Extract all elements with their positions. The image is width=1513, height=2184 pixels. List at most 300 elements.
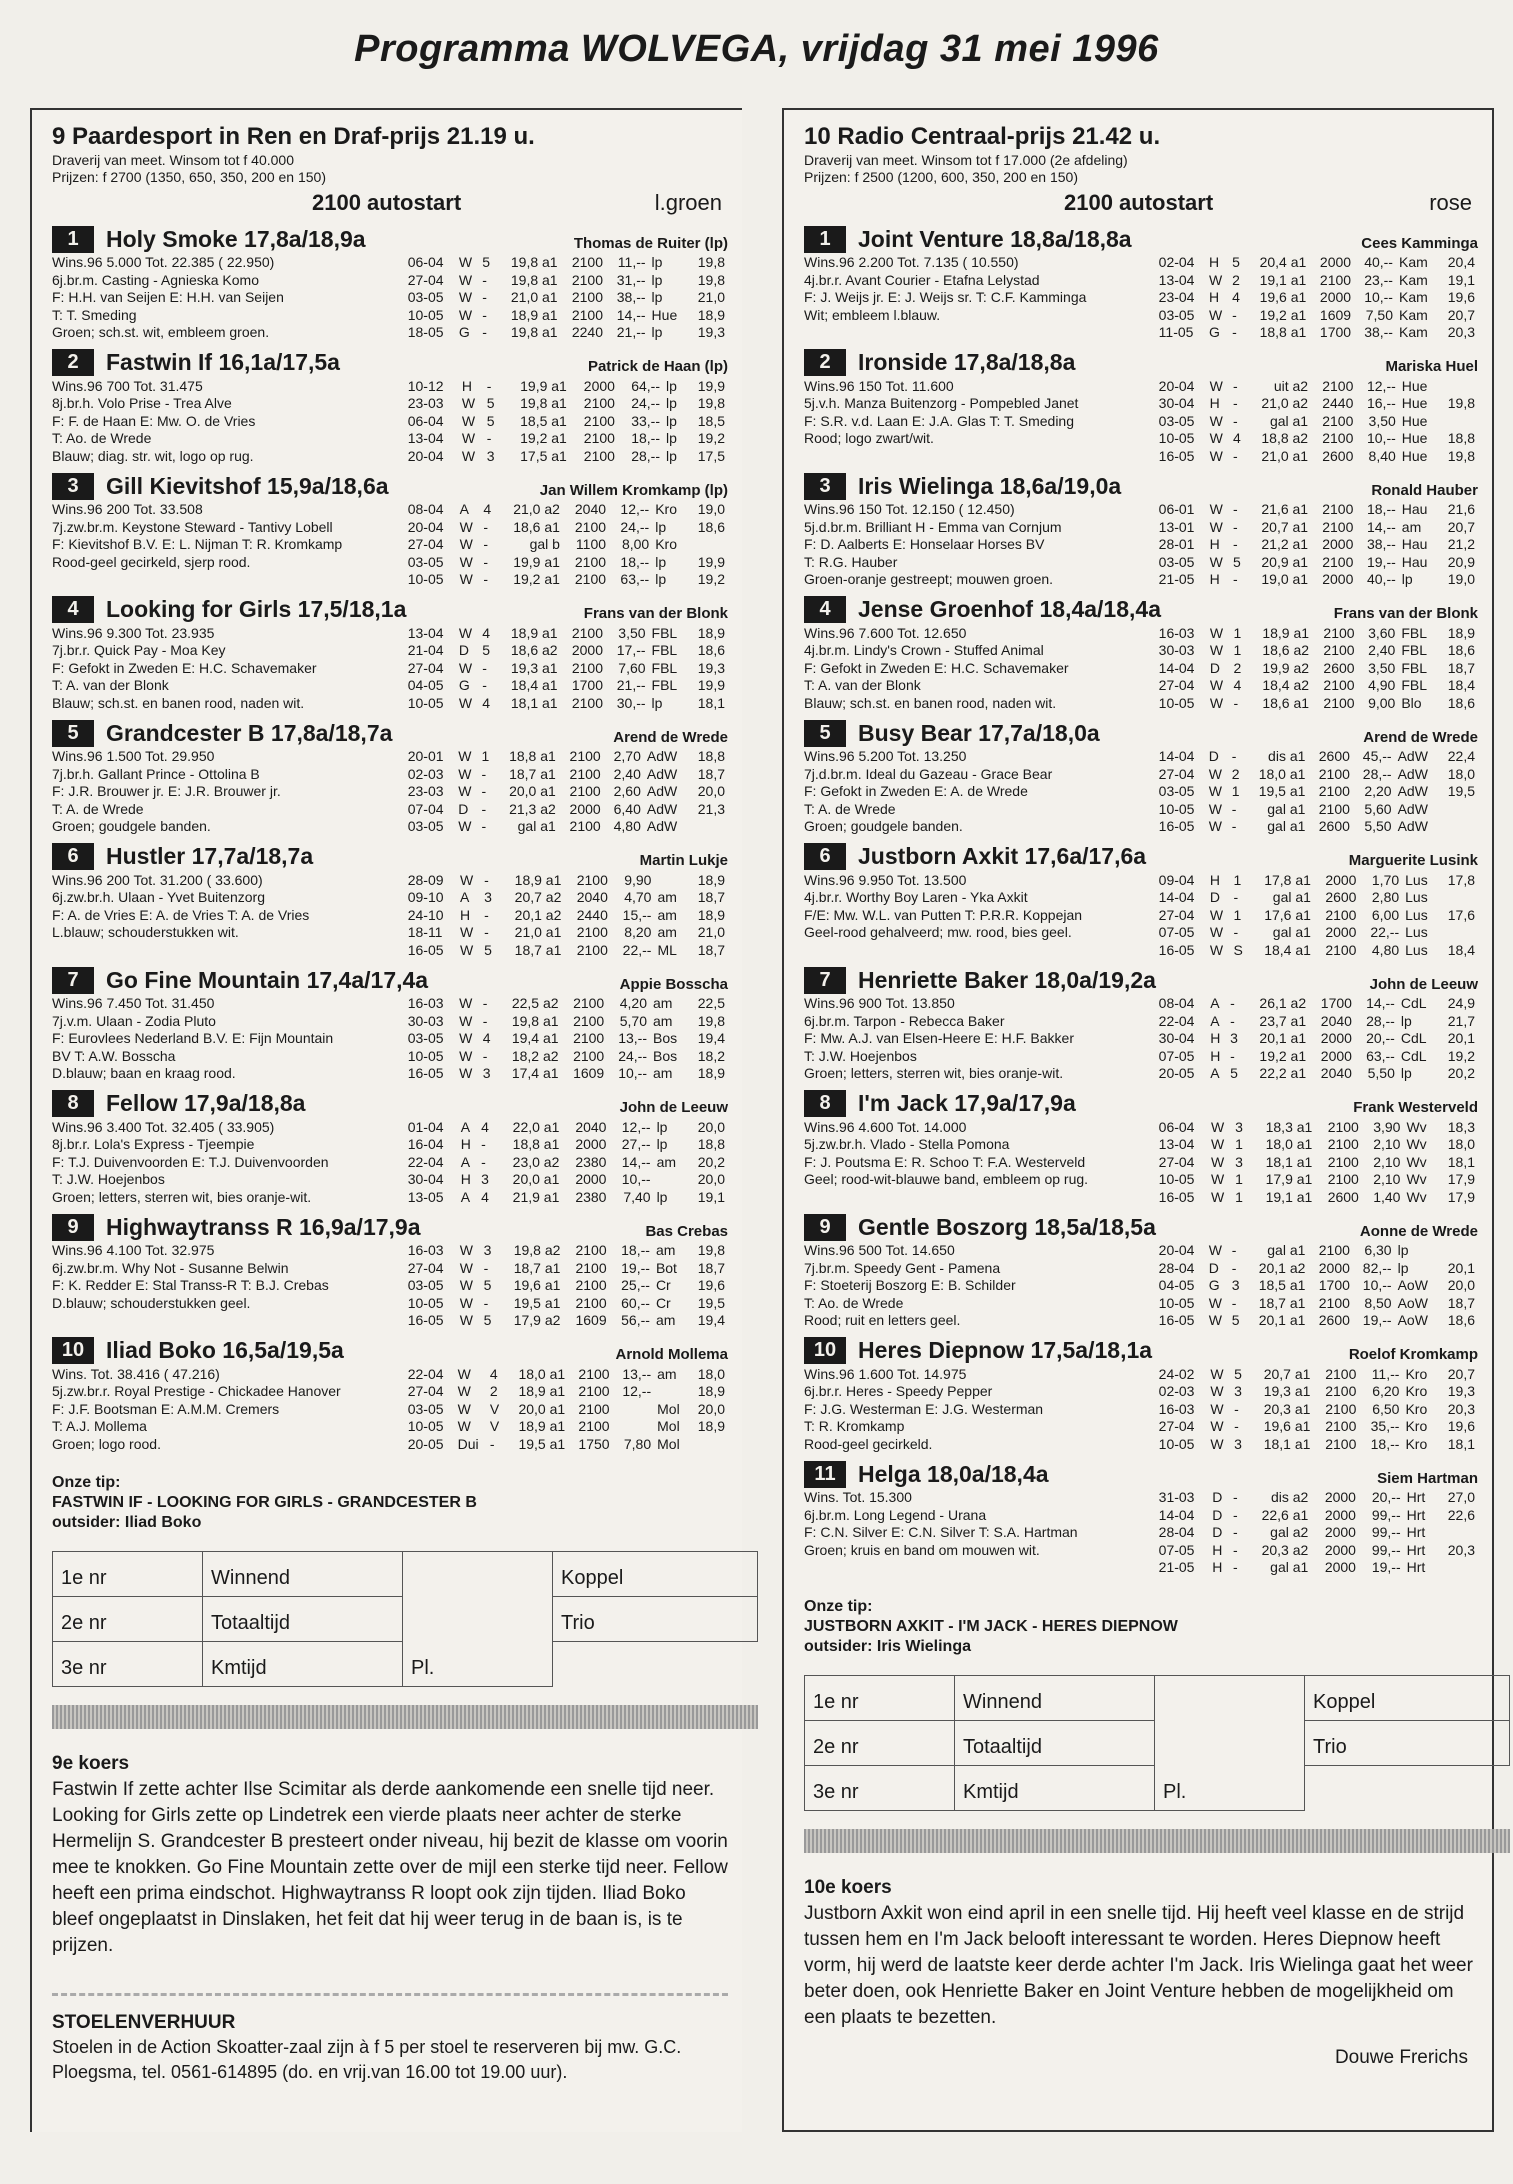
result-cell: 2100 <box>578 1383 610 1399</box>
result-cell: - <box>486 377 492 394</box>
info-line: Wins.96 5.200 Tot. 13.250 <box>804 748 967 764</box>
result-cell: 19,8 <box>1447 395 1475 411</box>
result-cell: 27,0 <box>1447 1489 1475 1505</box>
result-cell: S <box>1233 941 1243 958</box>
result-cell: 16-04 <box>407 1136 444 1152</box>
result-cell: 20,0 <box>697 1118 725 1135</box>
info-line: T: A.J. Mollema <box>52 1418 147 1434</box>
result-row <box>405 395 728 413</box>
result-cell: 18,0 <box>1447 765 1475 782</box>
recent-results <box>1156 872 1478 960</box>
result-cell: 19,5 a1 <box>513 1294 561 1311</box>
result-cell: 2100 <box>1322 553 1354 570</box>
result-cell: 2000 <box>1325 871 1357 888</box>
start-number: 2 <box>52 349 94 376</box>
result-cell: 18,6 a2 <box>510 642 558 658</box>
result-cell: 99,-- <box>1371 1506 1401 1523</box>
result-cell: 20,9 a1 <box>1261 553 1309 570</box>
info-line: 6j.br.m. Casting - Agnieska Komo <box>52 271 259 288</box>
bet-grid <box>804 1675 1510 1811</box>
result-cell: 14,-- <box>1366 518 1396 535</box>
result-row <box>405 783 728 801</box>
result-cell: 1609 <box>1319 306 1352 323</box>
result-row <box>405 801 728 819</box>
result-row <box>405 995 728 1013</box>
result-cell: W <box>457 1418 471 1434</box>
result-cell: 18,7 <box>697 889 725 905</box>
result-cell: 2600 <box>1318 818 1350 834</box>
result-cell: H <box>1209 289 1220 305</box>
horse-entry <box>52 1212 728 1330</box>
result-cell: Lus <box>1405 871 1428 888</box>
result-cell: 21,0 a2 <box>513 501 560 517</box>
result-cell: 04-05 <box>407 677 444 693</box>
result-cell: 19,4 <box>697 1030 725 1046</box>
horse-header <box>804 1089 1478 1119</box>
result-cell: 18,9 a1 <box>514 871 562 888</box>
result-cell: 2100 <box>1322 430 1354 446</box>
result-cell: 2100 <box>574 571 607 587</box>
result-row <box>405 748 728 766</box>
result-cell: 27-04 <box>1158 1153 1195 1170</box>
result-row <box>1156 642 1478 660</box>
info-line: 5j.zw.br.h. Vlado - Stella Pomona <box>804 1136 1010 1152</box>
result-cell: 2000 <box>575 1136 607 1152</box>
result-cell: 16-05 <box>407 941 444 958</box>
result-cell: D <box>1209 659 1221 676</box>
result-cell: 10,-- <box>1362 1277 1392 1293</box>
result-cell: A <box>460 1153 471 1170</box>
horse-name: Joint Venture 18,8a/18,8a <box>858 225 1132 252</box>
horse-details <box>52 1119 728 1207</box>
horse-entry <box>804 348 1478 466</box>
result-cell: 18,-- <box>620 553 650 570</box>
result-cell: gal a1 <box>1267 800 1306 817</box>
grid-cell-r2c2: Totaaltijd <box>955 1720 1155 1765</box>
result-cell: 27-04 <box>407 536 444 552</box>
result-cell <box>613 1401 655 1419</box>
result-cell: gal a1 <box>1270 1559 1309 1575</box>
result-cell: H <box>1209 871 1221 888</box>
result-cell: 19,1 <box>1447 271 1475 288</box>
info-line: 7j.br.r. Quick Pay - Moa Key <box>52 642 226 658</box>
result-row <box>405 1030 728 1048</box>
result-cell: 2100 <box>571 289 604 305</box>
result-cell: 19,6 a1 <box>1259 289 1307 305</box>
result-cell: 19,1 <box>697 1188 725 1205</box>
result-cell: Wv <box>1406 1153 1427 1170</box>
grid-cell-r1c1: 1e nr <box>53 1552 203 1597</box>
result-cell: 60,-- <box>621 1294 650 1311</box>
recent-results <box>1156 1242 1478 1330</box>
result-cell: 19,9 a1 <box>520 377 567 394</box>
horse-header <box>52 965 728 995</box>
result-cell: W <box>458 254 473 270</box>
info-line: F: A. de Vries E: A. de Vries T: A. de Vries <box>52 906 310 923</box>
horse-details <box>804 625 1478 713</box>
result-cell: 38,-- <box>1366 536 1396 552</box>
result-cell: 2100 <box>573 995 605 1011</box>
result-cell: 2,20 <box>1364 783 1392 799</box>
result-cell <box>613 1418 655 1436</box>
result-cell: 23-04 <box>1158 289 1195 305</box>
result-cell: 18,9 <box>1447 624 1475 641</box>
info-line: 7j.br.m. Speedy Gent - Pamena <box>804 1259 1001 1276</box>
result-cell: 19,8 <box>697 395 725 411</box>
results-table <box>405 501 728 589</box>
result-cell: 21,6 a1 <box>1261 501 1309 517</box>
race-distance: 2100 autostart <box>1064 190 1214 215</box>
result-cell: 20-04 <box>1158 1242 1195 1258</box>
result-cell: 4 <box>483 501 492 517</box>
result-cell: 3 <box>484 889 492 905</box>
horse-header <box>52 718 728 748</box>
result-cell: Hue <box>1401 412 1428 429</box>
result-cell: 13-04 <box>407 624 444 641</box>
horse-info <box>52 625 405 713</box>
result-cell: Hrt <box>1406 1559 1426 1575</box>
result-cell: 18,1 a1 <box>510 694 558 711</box>
result-cell: W <box>460 924 474 940</box>
grid-cell-r3c2: Kmtijd <box>955 1765 1155 1810</box>
result-cell: W <box>1210 1418 1224 1434</box>
result-cell: 13-01 <box>1158 518 1195 535</box>
result-cell: 2000 <box>571 642 604 658</box>
result-cell: Kam <box>1398 324 1428 340</box>
result-cell: 7,40 <box>623 1188 651 1205</box>
start-number: 1 <box>52 226 94 253</box>
result-cell: 2100 <box>569 783 601 799</box>
result-cell: FBL <box>651 677 678 693</box>
result-cell: H <box>1209 571 1220 587</box>
grid-row <box>805 1675 1510 1720</box>
race-prizes: Prijzen: f 2500 (1200, 600, 350, 200 en 150) <box>804 169 1078 185</box>
result-cell: W <box>1209 377 1223 394</box>
result-cell: 10-05 <box>1158 1294 1195 1311</box>
result-cell: - <box>482 659 487 676</box>
result-row <box>1156 1312 1478 1330</box>
result-cell: Hrt <box>1406 1506 1426 1523</box>
recent-results <box>1156 254 1478 342</box>
result-cell: V <box>489 1400 500 1417</box>
result-cell: 2040 <box>576 889 608 905</box>
horse-title <box>804 1461 1049 1488</box>
driver-name: Frans van der Blonk <box>583 605 728 622</box>
result-cell: 19,8 <box>1447 447 1475 464</box>
result-row <box>405 536 728 554</box>
result-row <box>1156 801 1478 819</box>
result-cell: 18,0 a1 <box>1265 1136 1313 1152</box>
result-cell: 19,4 a1 <box>511 1030 559 1046</box>
result-cell: am <box>653 1012 673 1029</box>
horse-details <box>52 378 728 466</box>
result-cell: 03-05 <box>1158 553 1195 570</box>
result-row <box>405 254 728 272</box>
race-conditions: Draverij van meet. Winsom tot f 17.000 (2e afdeling) <box>804 152 1128 168</box>
results-table <box>1156 1366 1478 1454</box>
result-cell: 26,1 a2 <box>1259 995 1307 1011</box>
result-cell: 2100 <box>573 1012 605 1029</box>
result-cell: 18,4 a1 <box>1264 941 1311 958</box>
result-row <box>405 625 728 643</box>
result-cell: 20,0 <box>1447 1277 1475 1293</box>
result-cell: am <box>657 906 677 923</box>
result-cell: 20,0 <box>697 783 725 799</box>
result-cell: 19,5 <box>697 1294 725 1311</box>
result-cell: 18,6 <box>1447 1312 1475 1328</box>
result-cell: 11-05 <box>1158 324 1194 340</box>
start-number: 9 <box>52 1214 94 1241</box>
result-row <box>1156 1136 1478 1154</box>
result-cell: 2000 <box>1319 289 1352 305</box>
result-cell: - <box>1233 395 1238 411</box>
horse-name: Heres Diepnow 17,5a/18,1a <box>858 1337 1153 1363</box>
result-cell: 03-05 <box>1158 306 1195 323</box>
result-cell: 2000 <box>1325 924 1357 940</box>
driver-name: Frans van der Blonk <box>1333 605 1478 622</box>
result-cell: - <box>1233 518 1238 535</box>
result-row <box>405 1260 728 1278</box>
info-line: 8j.br.r. Lola's Express - Tjeempie <box>52 1136 255 1152</box>
info-line: Blauw; diag. str. wit, logo op rug. <box>52 447 254 464</box>
result-cell: FBL <box>651 642 678 658</box>
result-cell: 2100 <box>1319 271 1352 288</box>
horse-header <box>804 224 1478 254</box>
result-cell: lp <box>666 430 677 446</box>
result-cell: 4,80 <box>1371 941 1400 958</box>
result-cell: 19,8 a1 <box>510 271 558 288</box>
driver-name: Arnold Mollema <box>615 1346 728 1363</box>
result-cell: - <box>1232 1506 1238 1523</box>
result-cell: 2100 <box>571 306 604 323</box>
horse-entry <box>52 348 728 466</box>
result-cell: 2380 <box>575 1153 607 1170</box>
result-cell: 19,8 a1 <box>520 395 567 411</box>
results-table <box>405 872 728 960</box>
result-cell: W <box>458 306 473 323</box>
horse-title <box>52 1214 421 1241</box>
result-cell: - <box>481 783 487 799</box>
horse-title <box>52 226 366 253</box>
result-row <box>1156 1401 1478 1419</box>
start-number: 4 <box>804 596 846 623</box>
result-cell: W <box>1209 271 1223 288</box>
result-cell <box>1435 1524 1478 1542</box>
result-cell: Kro <box>655 501 677 517</box>
result-cell: W <box>1209 694 1224 711</box>
result-cell: 2,70 <box>613 748 641 764</box>
result-cell: 18,7 <box>697 941 725 958</box>
info-line: Rood-geel gecirkeld, sjerp rood. <box>52 553 251 570</box>
horse-title <box>804 473 1121 500</box>
info-line: 8j.br.h. Volo Prise - Trea Alve <box>52 395 232 411</box>
recent-results <box>1156 748 1478 836</box>
result-cell: 1 <box>1233 624 1242 641</box>
result-row <box>1156 395 1478 413</box>
result-cell: 2,40 <box>1368 642 1396 658</box>
result-cell: 28,-- <box>1362 765 1392 782</box>
result-cell: W <box>458 818 472 834</box>
result-cell: 19,-- <box>1371 1559 1401 1575</box>
result-cell: 20,7 <box>1447 518 1475 535</box>
result-cell: 03-05 <box>407 1030 444 1046</box>
result-cell: AdW <box>646 783 678 799</box>
horse-title <box>52 967 428 994</box>
result-row <box>405 660 728 678</box>
result-row <box>405 677 728 695</box>
result-cell: 40,-- <box>1364 254 1393 270</box>
result-cell: 25,-- <box>621 1277 650 1293</box>
driver-name: Frank Westerveld <box>1353 1099 1478 1116</box>
result-cell: W <box>1208 1242 1222 1258</box>
result-cell: 8,40 <box>1368 447 1396 464</box>
result-cell: W <box>459 1259 473 1276</box>
result-cell: 2000 <box>1322 571 1354 587</box>
result-cell: 19,1 a1 <box>1265 1188 1313 1205</box>
result-cell: 17,5 a1 <box>520 447 567 464</box>
result-cell: 20,0 a1 <box>512 1171 560 1187</box>
info-line: 6j.zw.br.m. Why Not - Susanne Belwin <box>52 1259 289 1276</box>
result-cell: 18,3 <box>1447 1118 1475 1135</box>
horse-info <box>804 625 1156 713</box>
result-row <box>1156 307 1478 325</box>
race-distance-row <box>52 190 728 216</box>
result-cell: AdW <box>1397 818 1428 834</box>
horse-entry <box>52 224 728 342</box>
info-line: F: Gefokt in Zweden E: H.C. Schavemaker <box>804 659 1069 676</box>
result-cell: 3 <box>1235 1153 1243 1170</box>
result-cell: 6,50 <box>1372 1400 1400 1417</box>
result-cell: 18,-- <box>1370 1435 1400 1452</box>
horse-entry <box>804 965 1478 1083</box>
result-cell: 21-05 <box>1158 1559 1195 1575</box>
result-cell: 2000 <box>575 1171 607 1187</box>
recent-results <box>1156 378 1478 466</box>
result-cell: - <box>1231 1242 1237 1258</box>
result-cell: 1609 <box>575 1312 607 1328</box>
horse-header <box>804 842 1478 872</box>
horse-title <box>52 596 406 623</box>
result-cell: 2100 <box>1327 1171 1359 1187</box>
result-cell: 10,-- <box>618 1065 647 1081</box>
horse-info <box>804 254 1156 342</box>
result-cell: 2100 <box>1323 694 1355 711</box>
horse-info <box>804 1119 1156 1207</box>
result-cell: 18,6 <box>697 642 725 658</box>
result-cell: V <box>489 1418 500 1434</box>
result-cell: 1,70 <box>1371 871 1400 888</box>
horse-name: Highwaytranss R 16,9a/17,9a <box>106 1213 421 1240</box>
result-cell: 2100 <box>1327 1118 1359 1135</box>
result-cell: 21,0 a1 <box>1261 447 1309 464</box>
result-cell: W <box>1211 1136 1225 1152</box>
info-line: 5j.v.h. Manza Buitenzorg - Pompebled Janet <box>804 395 1079 411</box>
result-cell: 18,0 a1 <box>518 1365 566 1382</box>
result-row <box>1156 625 1478 643</box>
result-cell: - <box>1233 377 1238 394</box>
result-row <box>1156 1559 1478 1577</box>
result-cell: 06-04 <box>1158 1118 1195 1135</box>
result-cell: 3,50 <box>1368 412 1396 429</box>
result-cell: W <box>459 536 473 552</box>
result-cell: 23,0 a2 <box>512 1153 560 1170</box>
result-cell: 3,90 <box>1373 1118 1401 1135</box>
result-cell: Kro <box>1405 1383 1428 1399</box>
result-cell: 11,-- <box>617 254 646 270</box>
result-cell: - <box>1232 306 1237 323</box>
result-cell: 17,8 <box>1447 871 1475 888</box>
result-cell: 4 <box>1233 677 1242 693</box>
result-cell: 10-05 <box>407 306 444 323</box>
result-cell: 30-03 <box>407 1012 444 1029</box>
result-cell: H <box>460 1171 471 1187</box>
result-cell: Hrt <box>1406 1541 1426 1558</box>
grid-row <box>53 1552 758 1597</box>
horse-name: Henriette Baker 18,0a/19,2a <box>858 966 1156 993</box>
result-cell: lp <box>651 271 663 288</box>
result-cell: 2,80 <box>1371 889 1400 905</box>
result-cell: 18,0 <box>697 1365 725 1382</box>
result-cell: 2000 <box>1322 536 1354 552</box>
result-cell: 20,7 a2 <box>514 889 562 905</box>
info-line: T: Ao. de Wrede <box>52 430 152 446</box>
result-cell: 03-05 <box>407 1400 444 1417</box>
result-cell: 20-04 <box>1158 377 1195 394</box>
result-row <box>1156 766 1478 784</box>
horse-title <box>804 967 1156 994</box>
result-row <box>405 272 728 290</box>
grid-cell-r2c1: 2e nr <box>53 1597 203 1642</box>
result-row <box>1156 1171 1478 1189</box>
result-row <box>405 889 728 907</box>
result-cell: 20,2 <box>1447 1065 1475 1081</box>
info-line: Rood; logo zwart/wit. <box>804 430 934 446</box>
result-cell: 10,-- <box>1364 289 1393 305</box>
result-cell: am <box>655 1242 676 1258</box>
result-cell: Cr <box>655 1277 671 1293</box>
result-cell: 2,10 <box>1373 1136 1401 1152</box>
result-cell: 03-05 <box>407 818 444 834</box>
driver-name: Arend de Wrede <box>613 728 728 746</box>
result-cell: 17,-- <box>616 642 646 658</box>
result-cell: 18,9 <box>697 1418 725 1434</box>
result-cell: AdW <box>1397 783 1428 799</box>
result-cell: W <box>1209 501 1223 517</box>
result-cell: lp <box>655 571 667 587</box>
result-cell: 63,-- <box>620 571 650 587</box>
result-cell: 21,9 a1 <box>512 1188 560 1205</box>
horse-header <box>804 595 1478 625</box>
result-cell: FBL <box>651 659 678 676</box>
result-cell: 2600 <box>1327 1188 1359 1205</box>
result-cell: 19,2 a1 <box>1259 306 1307 323</box>
result-cell: 8,50 <box>1364 1294 1392 1311</box>
info-line: T: A. van der Blonk <box>804 677 921 693</box>
result-cell <box>1437 413 1478 431</box>
result-cell: 1750 <box>578 1435 610 1452</box>
horse-header <box>52 1089 728 1119</box>
result-cell: 21,0 a1 <box>514 924 562 940</box>
start-number: 8 <box>52 1090 94 1117</box>
result-cell: 2040 <box>574 501 607 517</box>
info-line: Groen; logo rood. <box>52 1435 161 1452</box>
result-cell: W <box>459 1312 473 1328</box>
horse-name: Helga 18,0a/18,4a <box>858 1460 1049 1487</box>
result-cell: 20,7 <box>1447 306 1475 323</box>
result-cell: 27-04 <box>407 271 444 288</box>
result-cell: 22-04 <box>407 1365 444 1382</box>
result-cell: 3 <box>483 1242 492 1258</box>
